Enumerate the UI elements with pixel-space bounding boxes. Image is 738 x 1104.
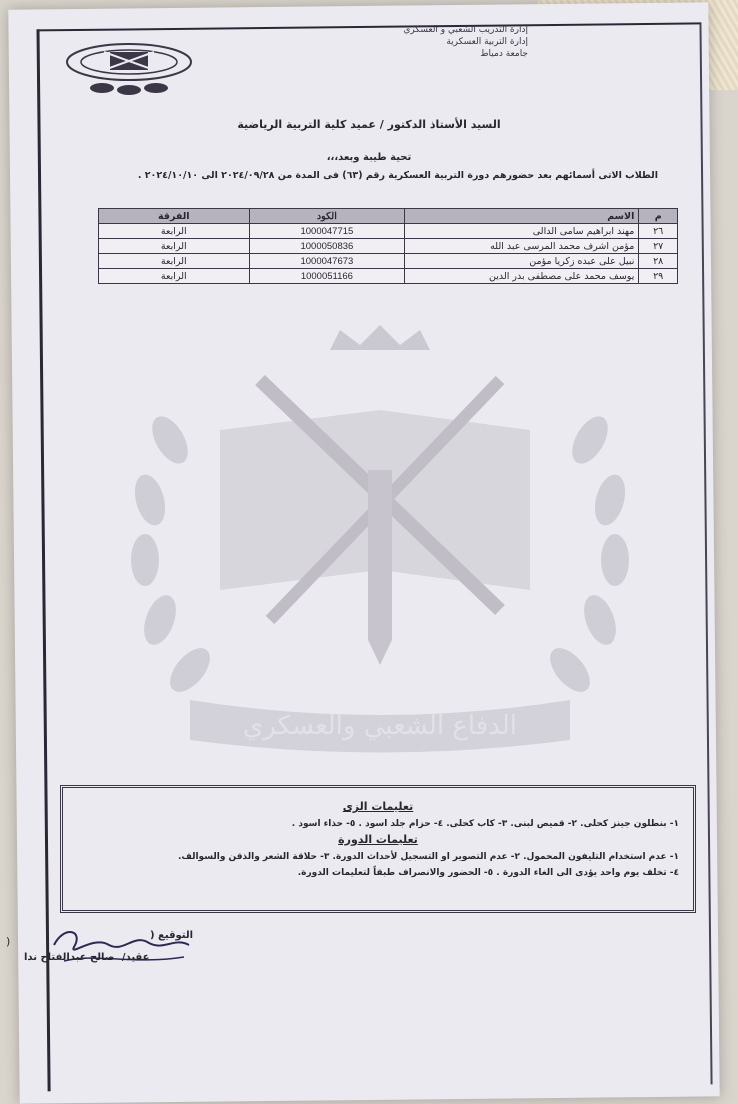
row-code: 1000051166 — [249, 269, 405, 284]
row-code: 1000047673 — [249, 254, 405, 269]
row-code: 1000047715 — [249, 224, 405, 239]
row-num: ٢٧ — [639, 239, 678, 254]
row-year: الرابعة — [99, 239, 250, 254]
row-year: الرابعة — [99, 224, 250, 239]
letter-body-line-1: الطلاب الاتى أسمائهم بعد حضورهم دورة التربية العسكرية رقم (٦٣) فى المدة من ٢٠٢٤/٠٩/٢٨ الى ٢٠٢٤/١٠/١٠ . — [137, 170, 658, 181]
course-instructions-line-1: ١- عدم استخدام التليفون المحمول. ٢- عدم التصوير او التسجيل لأحداث الدورة. ٣- حلاقة الشعر والذقن والسوالف. — [177, 852, 679, 862]
row-num: ٢٦ — [639, 224, 678, 239]
signature-label: التوقيع ( — [150, 930, 194, 941]
table-row — [99, 269, 678, 284]
header-name: الاسم — [405, 209, 639, 224]
table-header-row — [99, 209, 678, 224]
row-num: ٢٩ — [639, 269, 678, 284]
row-code: 1000050836 — [249, 239, 405, 254]
org-line-2: إدارة التربية العسكرية — [446, 37, 528, 47]
signature-close-paren: ) — [6, 935, 11, 948]
row-name: يوسف محمد على مصطفى بدر الدين — [405, 269, 639, 284]
course-instructions-title: تعليمات الدورة — [338, 833, 418, 846]
course-instructions-line-2: ٤- تخلف يوم واحد يؤدى الى الغاء الدورة . ٥- الحضور والانصراف طبقاً لتعليمات الدورة. — [297, 868, 679, 878]
header-num: م — [639, 209, 678, 224]
table-row — [99, 224, 678, 239]
letter-addressee: السيد الأستاذ الدكتور / عميد كلية التربية الرياضية — [237, 118, 501, 131]
signatory-name — [24, 952, 153, 963]
org-line-1: إدارة التدريب الشعبي و العسكري — [403, 25, 528, 35]
row-year: الرابعة — [99, 254, 250, 269]
header-year: الفرقة — [99, 209, 250, 224]
row-name: مؤمن اشرف محمد المرسى عبد الله — [405, 239, 639, 254]
organization-header — [403, 24, 528, 60]
watermark-banner-text: الدفاع الشعبي والعسكري — [242, 711, 518, 741]
watermark-emblem — [100, 320, 660, 760]
uniform-instructions-line: ١- بنطلون جينز كحلى. ٢- قميص لبنى. ٣- كاب كحلى. ٤- حزام جلد اسود . ٥- حذاء اسود . — [291, 819, 679, 829]
table-row — [99, 254, 678, 269]
org-line-3: جامعة دمياط — [480, 49, 528, 59]
signatory-rank: عقيد/ — [121, 952, 150, 963]
row-name: مهند ابراهيم سامى الدالى — [405, 224, 639, 239]
signatory-full-name: صالح عبدالفتاح ندا — [24, 952, 115, 963]
row-year: الرابعة — [99, 269, 250, 284]
header-code: الكود — [249, 209, 405, 224]
emblem-logo — [64, 40, 194, 96]
uniform-instructions-title: تعليمات الزى — [342, 800, 414, 813]
handwritten-signature — [14, 925, 234, 975]
instructions-box — [60, 785, 696, 913]
letter-greeting: تحية طيبة وبعد،،، — [326, 152, 412, 163]
row-name: نبيل على عبده زكريا مؤمن — [405, 254, 639, 269]
row-num: ٢٨ — [639, 254, 678, 269]
students-table — [98, 208, 678, 284]
table-row — [99, 239, 678, 254]
